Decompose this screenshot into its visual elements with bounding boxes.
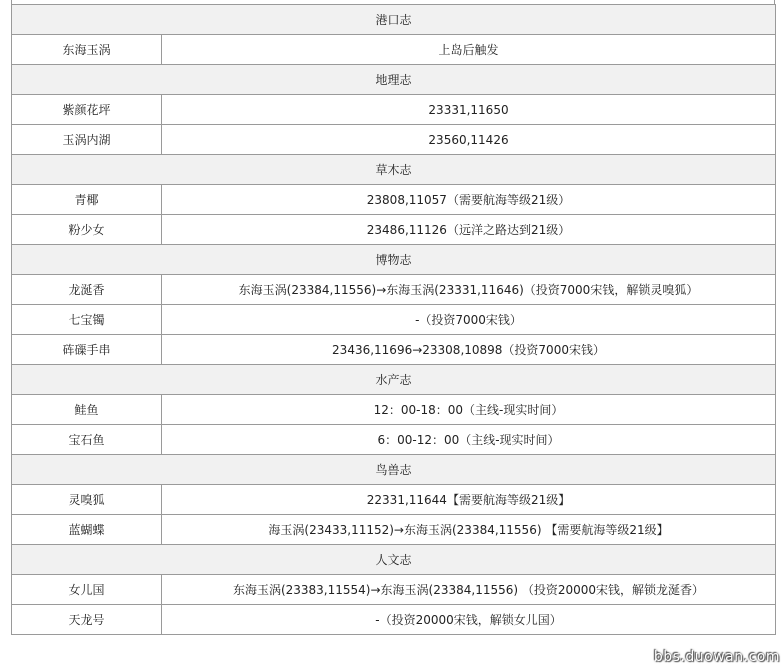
item-location-cell: 12：00-18：00（主线-现实时间）	[162, 395, 776, 425]
item-name-cell: 玉涡内湖	[12, 125, 162, 155]
table-row	[12, 395, 776, 425]
section-header-row	[12, 545, 776, 575]
item-name-cell: 紫颜花坪	[12, 95, 162, 125]
table-row	[12, 425, 776, 455]
item-location-cell: 23331,11650	[162, 95, 776, 125]
table-row	[12, 515, 776, 545]
table-row	[12, 185, 776, 215]
item-location-cell: 22331,11644【需要航海等级21级】	[162, 485, 776, 515]
table-row	[12, 575, 776, 605]
section-title: 港口志	[12, 5, 776, 35]
item-location-cell: 上岛后触发	[162, 35, 776, 65]
section-header-row	[12, 155, 776, 185]
item-location-cell: 23436,11696→23308,10898（投资7000宋钱）	[162, 335, 776, 365]
item-name-cell: 天龙号	[12, 605, 162, 635]
item-name-cell: 龙涎香	[12, 275, 162, 305]
table-row	[12, 305, 776, 335]
table-row	[12, 605, 776, 635]
section-title: 鸟兽志	[12, 455, 776, 485]
collection-table-body	[12, 5, 776, 635]
section-title: 人文志	[12, 545, 776, 575]
item-name-cell: 粉少女	[12, 215, 162, 245]
table-row	[12, 485, 776, 515]
section-title: 草木志	[12, 155, 776, 185]
item-name-cell: 鲑鱼	[12, 395, 162, 425]
item-name-cell: 青椰	[12, 185, 162, 215]
section-title: 水产志	[12, 365, 776, 395]
item-location-cell: 23560,11426	[162, 125, 776, 155]
collection-table	[11, 4, 776, 635]
section-header-row	[12, 5, 776, 35]
item-location-cell: 6：00-12：00（主线-现实时间）	[162, 425, 776, 455]
item-name-cell: 蓝蝴蝶	[12, 515, 162, 545]
item-name-cell: 宝石鱼	[12, 425, 162, 455]
section-title: 博物志	[12, 245, 776, 275]
item-location-cell: 海玉涡(23433,11152)→东海玉涡(23384,11556) 【需要航海等级21级】	[162, 515, 776, 545]
section-title: 地理志	[12, 65, 776, 95]
table-row	[12, 125, 776, 155]
table-row	[12, 35, 776, 65]
item-location-cell: -（投资20000宋钱，解锁女儿国）	[162, 605, 776, 635]
section-header-row	[12, 65, 776, 95]
table-row	[12, 335, 776, 365]
section-header-row	[12, 365, 776, 395]
item-location-cell: 东海玉涡(23383,11554)→东海玉涡(23384,11556) （投资20000宋钱，解锁龙涎香）	[162, 575, 776, 605]
item-name-cell: 东海玉涡	[12, 35, 162, 65]
table-row	[12, 215, 776, 245]
item-name-cell: 女儿国	[12, 575, 162, 605]
item-location-cell: 23486,11126（远洋之路达到21级）	[162, 215, 776, 245]
item-name-cell: 七宝镯	[12, 305, 162, 335]
table-row	[12, 95, 776, 125]
section-header-row	[12, 245, 776, 275]
table-row	[12, 275, 776, 305]
section-header-row	[12, 455, 776, 485]
site-watermark: bbs.duowan.com	[653, 649, 780, 665]
item-name-cell: 灵嗅狐	[12, 485, 162, 515]
item-location-cell: -（投资7000宋钱）	[162, 305, 776, 335]
item-name-cell: 砗磲手串	[12, 335, 162, 365]
item-location-cell: 23808,11057（需要航海等级21级）	[162, 185, 776, 215]
item-location-cell: 东海玉涡(23384,11556)→东海玉涡(23331,11646)（投资7000宋钱，解锁灵嗅狐）	[162, 275, 776, 305]
